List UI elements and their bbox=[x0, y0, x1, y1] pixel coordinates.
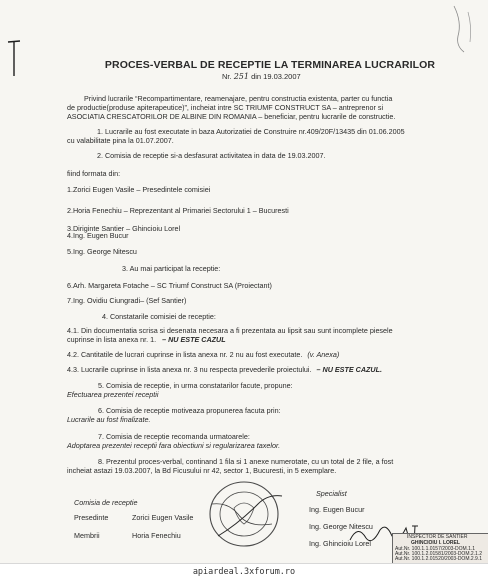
specialist-name: Ing. Eugen Bucur bbox=[309, 505, 365, 514]
stamp-line: Aut.Nr. 100.1.2.01581/2003-DOM.2.1.2 bbox=[395, 551, 482, 557]
site-watermark[interactable]: apiardeal.3xforum.ro bbox=[192, 567, 296, 577]
finding-4-3 bbox=[67, 366, 382, 375]
finding-4-1-text: cuprinse in lista anexa nr. 1. bbox=[67, 335, 157, 344]
intro-line-1: Privind lucrarile “Recompartimentare, reamenajare, pentru constructia existenta, parter cu functia bbox=[84, 94, 393, 103]
participant: 7.Ing. Ovidiu Ciungradi– (Sef Santier) bbox=[67, 296, 187, 305]
document-number bbox=[222, 72, 301, 81]
point-4: 4. Constatarile comisiei de receptie: bbox=[102, 312, 216, 321]
intro-line-2: de productie(produse apiterapeutice)”, incheiat intre SC TRIUMF CONSTRUCT SA – antreprenor si bbox=[67, 103, 384, 112]
member-name: Horia Fenechiu bbox=[132, 531, 181, 540]
finding-4-3-note: – NU ESTE CAZUL. bbox=[316, 365, 383, 374]
specialist-name: Ing. George Nitescu bbox=[309, 522, 373, 531]
point-3: 3. Au mai participat la receptie: bbox=[122, 264, 221, 273]
specialist-name: Ing. Ghincioiu Lorel bbox=[309, 539, 371, 548]
finding-4-1-line-1: 4.1. Din documentatia scrisa si desenata necesara a fi prezentata au lipsit sau sunt incomplete piesele bbox=[67, 326, 393, 335]
stamp-line: Aut.Nr. 100.1.1.0157/2003-DOM.1.1 bbox=[395, 546, 476, 552]
participant: 6.Arh. Margareta Fotache – SC Triumf Construct SA (Proiectant) bbox=[67, 281, 272, 290]
round-stamp bbox=[198, 474, 294, 554]
point-5: 5. Comisia de receptie, in urma constatarilor facute, propune: bbox=[98, 381, 293, 390]
footer-bar bbox=[0, 563, 488, 581]
point-1-line-1: 1. Lucrarile au fost executate in baza Autorizatiei de Construire nr.409/20F/13435 din 01.06.2005 bbox=[97, 127, 405, 136]
inspector-stamp bbox=[392, 533, 488, 565]
point-1-line-2: cu valabilitate pina la 01.07.2007. bbox=[67, 136, 174, 145]
handwritten-mark bbox=[6, 38, 22, 78]
president-role: Presedinte bbox=[74, 513, 109, 522]
finding-4-2-text: 4.2. Cantitatile de lucrari cuprinse in lista anexa nr. 2 nu au fost executate. bbox=[67, 350, 303, 359]
stamp-line: GHINCIOIU I. LOREL bbox=[411, 540, 460, 546]
point-6-value: Lucrarile au fost finalizate. bbox=[67, 415, 151, 424]
members-role: Membrii bbox=[74, 531, 100, 540]
document-date: din 19.03.2007 bbox=[251, 72, 301, 81]
finding-4-1-note: – NU ESTE CAZUL bbox=[162, 335, 226, 344]
point-7: 7. Comisia de receptie recomanda urmatoarele: bbox=[98, 432, 250, 441]
point-8-line-2: incheiat astazi 19.03.2007, la Bd Ficusului nr 42, sector 1, Bucuresti, in 5 exemplare. bbox=[67, 466, 337, 475]
commission-signature-label: Comisia de receptie bbox=[74, 498, 138, 507]
stamp-line: INSPECTOR DE SANTIER bbox=[407, 534, 468, 540]
corner-scribble bbox=[434, 2, 484, 62]
commission-member: 3.Diriginte Santier – Ghincioiu Lorel bbox=[67, 224, 181, 233]
nr-prefix: Nr. bbox=[222, 72, 232, 81]
point-8-line-1: 8. Prezentul proces-verbal, continand 1 fila si 1 anexe numerotate, cu un total de 2 file, a fost bbox=[98, 457, 394, 466]
finding-4-2 bbox=[67, 351, 339, 360]
nr-value: 251 bbox=[233, 72, 249, 81]
finding-4-3-text: 4.3. Lucrarile cuprinse in lista anexa nr. 3 nu respecta prevederile proiectului. bbox=[67, 365, 312, 374]
point-2: 2. Comisia de receptie si-a desfasurat activitatea in data de 19.03.2007. bbox=[97, 151, 326, 160]
intro-line-3: ASOCIATIA CRESCATORILOR DE ALBINE DIN ROMANIA – beneficiar, pentru lucrarile de constructie. bbox=[67, 112, 396, 121]
commission-member: 5.Ing. George Nitescu bbox=[67, 247, 137, 256]
commission-member: 4.Ing. Eugen Bucur bbox=[67, 231, 129, 240]
stamp-line: Aut.Nr. 100.1.2.01520/2003-DOM.2.9.1 bbox=[395, 556, 482, 562]
finding-4-2-note: (v. Anexa) bbox=[307, 350, 340, 359]
point-5-value: Efectuarea prezentei receptii bbox=[67, 390, 159, 399]
document-title: PROCES-VERBAL DE RECEPTIE LA TERMINAREA LUCRARILOR bbox=[104, 59, 436, 71]
formed-by-label: fiind formata din: bbox=[67, 169, 121, 178]
president-name: Zorici Eugen Vasile bbox=[132, 513, 194, 522]
specialist-label: Specialist bbox=[316, 489, 347, 498]
commission-member: 1.Zorici Eugen Vasile – Presedintele comisiei bbox=[67, 185, 211, 194]
point-7-value: Adoptarea prezentei receptii fara obiectiuni si regularizarea taxelor. bbox=[67, 441, 281, 450]
finding-4-1-line-2 bbox=[67, 336, 226, 345]
commission-member: 2.Horia Fenechiu – Reprezentant al Primariei Sectorului 1 – Bucuresti bbox=[67, 206, 289, 215]
point-6: 6. Comisia de receptie motiveaza propunerea facuta prin: bbox=[98, 406, 281, 415]
